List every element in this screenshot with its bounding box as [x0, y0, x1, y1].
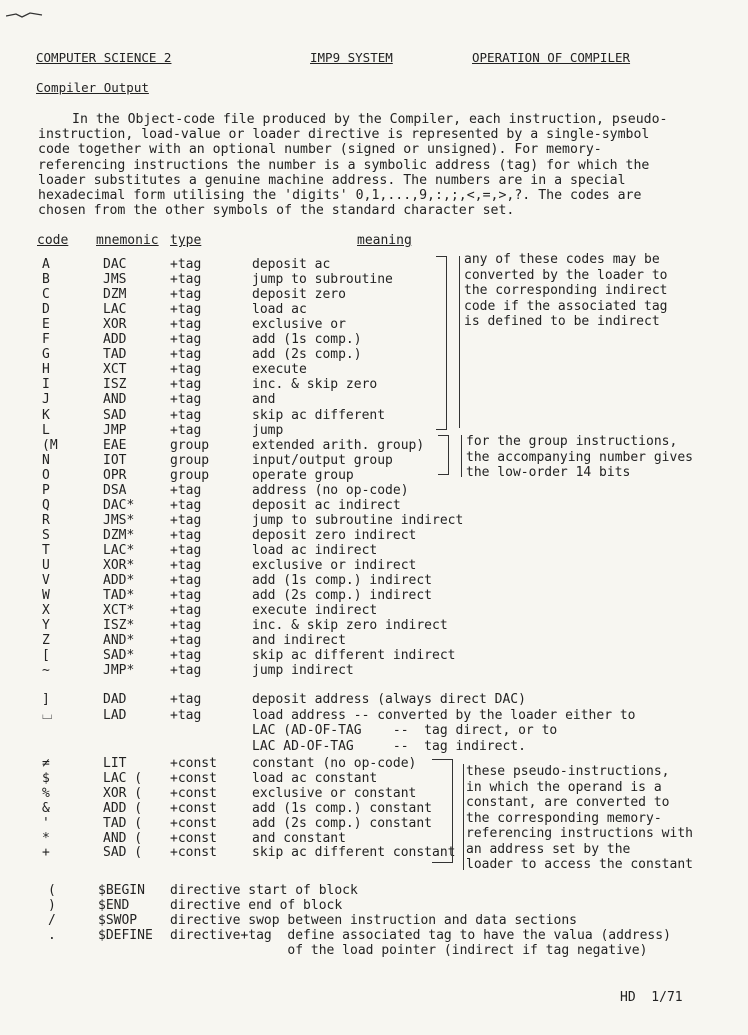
code-cell: N	[42, 452, 50, 468]
table-row	[0, 558, 748, 573]
mnemonic-cell: ADD	[103, 332, 127, 348]
mnemonic-cell: XOR*	[103, 558, 135, 573]
code-cell: +	[42, 845, 50, 861]
meaning-cell: deposit address (always direct DAC)	[252, 692, 526, 707]
meaning-cell: operate group	[252, 467, 354, 483]
code-cell: P	[42, 482, 50, 498]
table-row	[0, 573, 748, 588]
code-cell: /	[48, 913, 56, 928]
type-cell: +tag	[170, 347, 202, 363]
table-row	[0, 543, 748, 558]
table-row	[0, 528, 748, 543]
type-cell: +const	[170, 785, 217, 801]
column-header-type: type	[170, 233, 202, 248]
table-row	[0, 347, 748, 362]
directive-text: directive end of block	[170, 898, 343, 913]
code-cell: ≠	[42, 756, 50, 771]
mnemonic-cell: LIT	[103, 756, 127, 771]
directive-row	[0, 928, 748, 943]
code-cell: I	[42, 377, 50, 393]
meaning-cell: and indirect	[252, 633, 346, 649]
code-cell: %	[42, 785, 50, 801]
mnemonic-cell: OPR	[103, 467, 127, 483]
table-row	[0, 663, 748, 678]
type-cell: +tag	[170, 588, 202, 604]
code-cell: )	[48, 898, 56, 913]
code-cell: (M	[42, 437, 58, 453]
mnemonic-cell: $BEGIN	[98, 883, 145, 898]
meaning-cell: load ac indirect	[252, 542, 378, 558]
code-cell: ]	[42, 692, 50, 707]
code-cell: G	[42, 347, 50, 363]
directive-text: directive start of block	[170, 883, 358, 898]
meaning-cell: skip ac different	[252, 407, 386, 423]
section-title: Compiler Output	[36, 80, 149, 95]
mnemonic-cell: SAD*	[103, 648, 135, 664]
code-cell: X	[42, 603, 50, 619]
mnemonic-cell: LAD	[103, 707, 127, 723]
type-cell: +tag	[170, 497, 202, 513]
meaning-cell: load ac	[252, 302, 307, 318]
meaning-cell: inc. & skip zero indirect	[252, 618, 448, 634]
type-cell: +tag	[170, 332, 202, 348]
mnemonic-cell: JMP	[103, 422, 127, 438]
type-cell: +const	[170, 815, 217, 831]
meaning-cell: jump to subroutine	[252, 272, 393, 288]
table-row	[0, 377, 748, 392]
table-row	[0, 692, 748, 707]
intro-paragraph: In the Object-code file produced by the Compiler, each instruction, pseudo-instruction, load-value or loader directive is represented by a single-symbol code together with an optional number (signed or unsigned). For memory-referencing instructions the number is a symbolic address (tag) for which the loader substitutes a genuine machine address. The numbers are in a special hexadecimal form utilising the 'digits' 0,1,...,9,:,;,<,=,>,?. The codes are chosen from the other symbols of the standard character set.	[38, 112, 668, 219]
mnemonic-cell: DZM	[103, 287, 127, 303]
mnemonic-cell: SAD	[103, 407, 127, 423]
type-cell: +tag	[170, 633, 202, 649]
group-bracket	[438, 435, 449, 475]
const-note: these pseudo-instructions, in which the operand is a constant, are converted to the corresponding memory- referencing instructions with an address set by the loader to access the constant	[466, 764, 693, 872]
mnemonic-cell: ADD (	[103, 800, 143, 816]
directive-row	[0, 883, 748, 898]
meaning-cell: execute	[252, 362, 307, 378]
type-cell: +const	[170, 756, 217, 771]
mnemonic-cell: EAE	[103, 437, 127, 453]
code-cell: V	[42, 573, 50, 589]
type-cell: +const	[170, 830, 217, 846]
meaning-cell: add (2s comp.)	[252, 347, 362, 363]
meaning-cell: skip ac different constant	[252, 845, 456, 861]
column-header-mnemonic: mnemonic	[96, 233, 159, 248]
table-row	[0, 513, 748, 528]
type-cell: +tag	[170, 603, 202, 619]
table-row	[0, 618, 748, 633]
code-cell: S	[42, 527, 50, 543]
indirect-note: any of these codes may be converted by the loader to the corresponding indirect code if the associated tag is defined to be indirect	[464, 252, 668, 329]
mnemonic-cell: JMP*	[103, 663, 135, 679]
code-cell: C	[42, 287, 50, 303]
table-row	[0, 588, 748, 603]
code-cell: F	[42, 332, 50, 348]
mnemonic-cell: LAC (	[103, 770, 143, 786]
meaning-cell: add (1s comp.) constant	[252, 800, 433, 816]
table-row	[0, 392, 748, 407]
type-cell: +tag	[170, 422, 202, 438]
table-row	[0, 723, 748, 738]
table-row	[0, 739, 748, 754]
type-cell: +tag	[170, 573, 202, 589]
code-cell: J	[42, 392, 50, 408]
mnemonic-cell: AND (	[103, 830, 143, 846]
group-note: for the group instructions, the accompanying number gives the low-order 14 bits	[466, 434, 693, 480]
table-row	[0, 708, 748, 723]
mnemonic-cell: XCT*	[103, 603, 135, 619]
mnemonic-cell: JMS	[103, 272, 127, 288]
mnemonic-cell: $END	[98, 898, 130, 913]
code-cell: R	[42, 512, 50, 528]
mnemonic-cell: TAD	[103, 347, 127, 363]
meaning-cell: inc. & skip zero	[252, 377, 378, 393]
meaning-cell: execute indirect	[252, 603, 378, 619]
meaning-cell: exclusive or constant	[252, 785, 417, 801]
meaning-cell: load ac constant	[252, 770, 378, 786]
directive-row	[0, 898, 748, 913]
type-cell: +const	[170, 770, 217, 786]
mnemonic-cell: ADD*	[103, 573, 135, 589]
mnemonic-cell: ISZ*	[103, 618, 135, 634]
code-cell: L	[42, 422, 50, 438]
mnemonic-cell: XOR	[103, 317, 127, 333]
table-row	[0, 603, 748, 618]
table-row	[0, 362, 748, 377]
meaning-cell: add (2s comp.) indirect	[252, 588, 433, 604]
corner-scribble	[6, 10, 46, 23]
type-cell: +tag	[170, 648, 202, 664]
mnemonic-cell: IOT	[103, 452, 127, 468]
mnemonic-cell: AND*	[103, 633, 135, 649]
type-cell: +tag	[170, 692, 202, 707]
type-cell: +tag	[170, 707, 202, 723]
type-cell: +tag	[170, 302, 202, 318]
table-row	[0, 633, 748, 648]
table-row	[0, 332, 748, 347]
column-header-code: code	[37, 233, 69, 248]
type-cell: +tag	[170, 377, 202, 393]
meaning-cell: LAC (AD-OF-TAG -- tag direct, or to	[252, 723, 558, 738]
meaning-cell: jump	[252, 422, 284, 438]
mnemonic-cell: TAD (	[103, 815, 143, 831]
mnemonic-cell: DZM*	[103, 527, 135, 543]
type-cell: group	[170, 437, 210, 453]
meaning-cell: address (no op-code)	[252, 482, 409, 498]
code-cell: *	[42, 830, 50, 846]
mnemonic-cell: JMS*	[103, 512, 135, 528]
directive-row	[0, 913, 748, 928]
meaning-cell: and constant	[252, 830, 346, 846]
header-right: OPERATION OF COMPILER	[472, 50, 631, 65]
code-cell: (	[48, 883, 56, 898]
type-cell: +tag	[170, 542, 202, 558]
type-cell: +tag	[170, 362, 202, 378]
code-cell: Y	[42, 618, 50, 634]
indirect-bracket	[436, 256, 447, 430]
type-cell: +tag	[170, 407, 202, 423]
meaning-cell: exclusive or indirect	[252, 558, 417, 573]
meaning-cell: jump to subroutine indirect	[252, 512, 464, 528]
mnemonic-cell: ISZ	[103, 377, 127, 393]
meaning-cell: constant (no op-code)	[252, 756, 417, 771]
mnemonic-cell: $SWOP	[98, 913, 138, 928]
code-cell: .	[48, 928, 56, 943]
type-cell: +tag	[170, 287, 202, 303]
mnemonic-cell: DAD	[103, 692, 127, 707]
type-cell: +tag	[170, 618, 202, 634]
meaning-cell: input/output group	[252, 452, 393, 468]
code-cell: K	[42, 407, 50, 423]
type-cell: +tag	[170, 272, 202, 288]
meaning-cell: skip ac different indirect	[252, 648, 456, 664]
meaning-cell: deposit ac indirect	[252, 497, 401, 513]
code-cell: H	[42, 362, 50, 378]
code-cell: W	[42, 588, 50, 604]
type-cell: +tag	[170, 257, 202, 272]
mnemonic-cell: DAC	[103, 257, 127, 272]
header-center: IMP9 SYSTEM	[310, 50, 393, 65]
meaning-cell: add (1s comp.) indirect	[252, 573, 433, 589]
code-cell: A	[42, 257, 50, 272]
table-row	[0, 648, 748, 663]
header-left: COMPUTER SCIENCE 2	[36, 50, 172, 65]
meaning-cell: exclusive or	[252, 317, 346, 333]
group-note-rule	[461, 435, 462, 477]
code-cell: E	[42, 317, 50, 333]
column-header-meaning: meaning	[357, 233, 412, 248]
code-cell: U	[42, 558, 50, 573]
type-cell: +const	[170, 845, 217, 861]
page-footer: HD 1/71	[620, 990, 683, 1005]
directive-text: directive+tag define associated tag to have the valua (address)	[170, 928, 671, 943]
mnemonic-cell: XOR (	[103, 785, 143, 801]
meaning-cell: load address -- converted by the loader either to	[252, 707, 636, 723]
code-cell: [	[42, 648, 50, 664]
mnemonic-cell: LAC*	[103, 542, 135, 558]
code-cell: Q	[42, 497, 50, 513]
table-row	[0, 483, 748, 498]
meaning-cell: LAC AD-OF-TAG -- tag indirect.	[252, 738, 526, 754]
mnemonic-cell: LAC	[103, 302, 127, 318]
type-cell: group	[170, 467, 210, 483]
code-cell: $	[42, 770, 50, 786]
code-cell: B	[42, 272, 50, 288]
code-cell: O	[42, 467, 50, 483]
mnemonic-cell: AND	[103, 392, 127, 408]
type-cell: +tag	[170, 317, 202, 333]
type-cell: +tag	[170, 482, 202, 498]
type-cell: +tag	[170, 558, 202, 573]
directive-text: directive swop between instruction and data sections	[170, 913, 577, 928]
code-cell: Z	[42, 633, 50, 649]
type-cell: +tag	[170, 663, 202, 679]
mnemonic-cell: DAC*	[103, 497, 135, 513]
code-cell: ~	[42, 663, 50, 679]
table-row	[0, 408, 748, 423]
meaning-cell: and	[252, 392, 276, 408]
indirect-note-rule	[459, 256, 460, 428]
code-cell: ⌴	[42, 707, 53, 723]
code-cell: &	[42, 800, 50, 816]
type-cell: +tag	[170, 392, 202, 408]
code-cell: D	[42, 302, 50, 318]
directive-row	[0, 943, 748, 958]
meaning-cell: extended arith. group)	[252, 437, 425, 453]
code-cell: '	[42, 815, 50, 831]
directive-text: of the load pointer (indirect if tag negative)	[170, 943, 648, 958]
type-cell: +const	[170, 800, 217, 816]
meaning-cell: add (1s comp.)	[252, 332, 362, 348]
meaning-cell: jump indirect	[252, 663, 354, 679]
meaning-cell: deposit ac	[252, 257, 331, 272]
table-row	[0, 498, 748, 513]
meaning-cell: deposit zero	[252, 287, 346, 303]
mnemonic-cell: TAD*	[103, 588, 135, 604]
const-bracket	[432, 759, 453, 863]
meaning-cell: deposit zero indirect	[252, 527, 417, 543]
mnemonic-cell: DSA	[103, 482, 127, 498]
type-cell: +tag	[170, 527, 202, 543]
const-note-rule	[463, 764, 464, 870]
mnemonic-cell: XCT	[103, 362, 127, 378]
type-cell: group	[170, 452, 210, 468]
mnemonic-cell: SAD (	[103, 845, 143, 861]
code-cell: T	[42, 542, 50, 558]
mnemonic-cell: $DEFINE	[98, 928, 153, 943]
type-cell: +tag	[170, 512, 202, 528]
meaning-cell: add (2s comp.) constant	[252, 815, 433, 831]
